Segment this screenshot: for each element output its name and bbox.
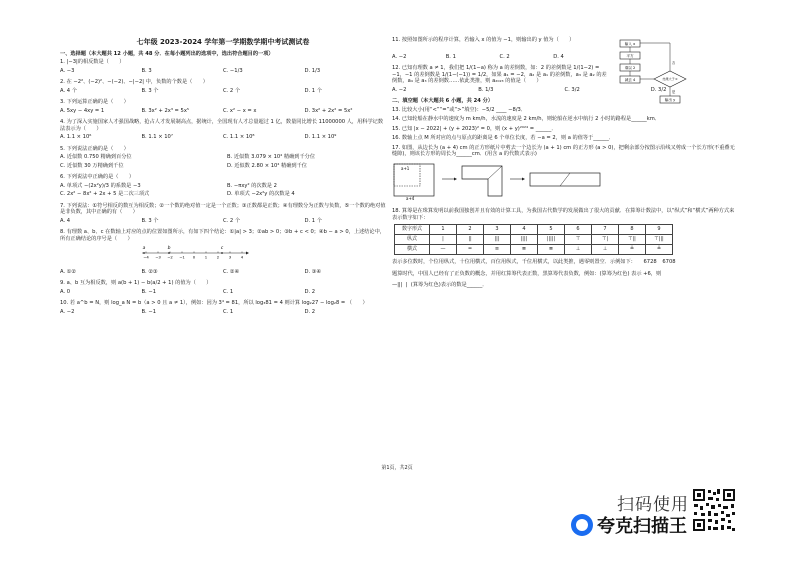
table-header-cell: 2: [457, 225, 484, 235]
option: D. 2: [304, 308, 316, 315]
question-11-options: [392, 54, 607, 61]
option: C. 2: [499, 53, 510, 60]
option: A. −2: [392, 86, 407, 93]
flow-square: 平方: [626, 54, 634, 58]
question-2-options: [60, 88, 386, 95]
flow-output: 输出 y: [664, 98, 676, 102]
option: B. 1.1 × 10⁷: [141, 134, 173, 141]
question-11: 11. 按照如图所示的程序计算，若输入 x 的值为 −1，则输出的 y 值为（ ）: [392, 37, 575, 43]
question-2: 2. 在 −2²、(−2)²、−(−2)、−|−2| 中，负数的个数是（ ）: [60, 79, 208, 86]
option: A. 1.1 × 10⁶: [60, 134, 92, 141]
option: C. 2 个: [223, 87, 241, 94]
option: D. 单项式 −2x²y 的次数是 4: [227, 191, 295, 198]
rod-glyph: ≣: [511, 245, 538, 255]
rod-glyph: ⊤|: [592, 235, 619, 245]
page-footer: 第1页，共2页: [381, 465, 413, 471]
question-8-options: [60, 269, 386, 276]
option: C. 近似数 30 万精确到千位: [60, 162, 124, 169]
number-line-tick-label: −1: [179, 254, 185, 260]
question-7: 7. 下列说法：①符号相反的数互为相反数；②一个数的绝对值一定是一个正数；③正数都是正数；④有理数分为正数与负数，⑤一个数的绝对值是非负数，其中正确的有（ ）: [60, 202, 386, 216]
question-14: 14. 已知轮船在静水中的速度为 m km/h，水流的速度是 2 km/h，则轮船在逆水中航行 2 小时的路程是______km．: [392, 116, 661, 122]
option: B. 近似数 3.079 × 10⁴ 精确到千分位: [227, 154, 316, 161]
table-row: [395, 225, 673, 235]
option: C. 1.1 × 10⁸: [223, 134, 255, 141]
brand-watermark: [571, 512, 687, 538]
section-fill-heading: 二、填空题（本大题共 6 小题，共 24 分）: [392, 98, 494, 104]
table-header-cell: 9: [646, 225, 673, 235]
question-18-ask-text: (算筹为红色)表示的数是______．: [410, 282, 488, 288]
option: B. 1: [445, 53, 456, 60]
option: A. 0: [60, 288, 71, 295]
rod-glyph: ≡: [484, 245, 511, 255]
option: A. −2: [392, 53, 407, 60]
question-18: 18. 算筹是在珠算发明以前我国独创并且有效的计算工具，为我国古代数学的发展做出了很大的贡献．在算筹计数法中，以“纵式”和“横式”两种方式来表示数字如下：: [392, 208, 735, 221]
option: D. 1/3: [304, 67, 321, 74]
table-header-cell: 8: [619, 225, 646, 235]
question-4: 4. 为了深入实施国家人才强国战略，抢占人才发展制高点，据统计，全国现有人才总量超过 1 亿，数量同比增长 11000000 人，用科学记数法表示为（ ）: [60, 119, 384, 132]
question-6: 6. 下列说法中正确的是（ ）: [60, 174, 135, 181]
number-line-tick-label: 3: [228, 254, 232, 260]
rod-glyph: |||||: [538, 235, 565, 245]
question-8: 8. 有理数 a、b、c 在数轴上对应的点的位置如图所示，有如下四个结论：①|a| > 3；②ab > 0；③b + c < 0；④b − a > 0，上述结论中，所有正确结论的序号是（ ）: [60, 229, 385, 242]
table-header-cell: 数字形式: [395, 225, 430, 235]
rod-glyph: ⊤: [565, 235, 592, 245]
question-1-options: [60, 68, 386, 75]
number-line-tick-label: −4: [143, 254, 149, 260]
option: D. 2: [304, 288, 316, 295]
number-line-tick-label: −3: [155, 254, 161, 260]
flow-decision: 结果大于 0: [662, 77, 678, 81]
question-13: 13. 比较大小(用“<”“=”或“>”填空)：−5/2 ____ −8/3．: [392, 106, 527, 113]
option: C. x² − x = x: [223, 107, 257, 114]
rod-glyph: ||||: [511, 235, 538, 245]
section-choice-heading: 一、选择题（本大题共 12 小题，共 48 分．在每小题列出的选项中，选出符合题目的一项）: [60, 50, 274, 57]
option: C. 2x² − 8x² + 2x + 5 是二次三项式: [60, 191, 150, 198]
option: D. 3/2: [650, 86, 667, 93]
brand-name: 夸克扫描王: [597, 516, 687, 537]
rod-glyph: ╧: [619, 245, 646, 255]
option: A. −3: [60, 67, 75, 74]
flow-minus-4: 减去 4: [624, 78, 636, 82]
row-label: 横式: [395, 245, 430, 255]
option: D. 1 个: [304, 87, 322, 94]
rod-sample-icon: —||| |: [392, 282, 410, 288]
question-18-ask: [392, 282, 737, 289]
option: C. ②④: [223, 268, 240, 275]
question-10: 10. 若 a^b = N，则 log_a N = b（a > 0 且 a ≠ 1），例如：因为 3⁴ = 81，所以 log₃81 = 4 则计算 log₂27 − log₂8 = （ ）: [60, 300, 368, 307]
option: C. 1: [223, 308, 234, 315]
option: C. 1: [223, 288, 234, 295]
table-row: [395, 235, 673, 245]
question-4-options: [60, 134, 386, 141]
option: A. 近似数 0.750 精确到百分位: [60, 154, 132, 161]
quark-logo-icon: [571, 514, 593, 536]
rod-glyph: ||: [457, 235, 484, 245]
option: A. 4: [60, 217, 71, 224]
rod-glyph: ⊥: [592, 245, 619, 255]
question-18-sign: 题算时代，中国人已经有了正负数的概念，并用红算筹代表正数，黑算筹代表负数，例如：(算筹为红色) 表示 +6，则: [392, 270, 662, 277]
rod-glyph: ═: [457, 245, 484, 255]
table-header-cell: 3: [484, 225, 511, 235]
option: A. 单项式 −(2x²y)/3 的系数是 −3: [60, 182, 141, 189]
rule-text: 表示多位数时，个位用纵式，十位用横式，百位用纵式，千位用横式，以此类推，遇零则置空．示例如下：: [392, 259, 636, 265]
rod-glyph: —: [430, 245, 457, 255]
option: D. 3x² + 2x² = 5x²: [304, 107, 353, 114]
option: D. 1.1 × 10⁹: [304, 134, 337, 141]
option: A. 4 个: [60, 87, 77, 94]
question-9: 9. a、b 互为相反数，则 a(b + 1) − b(a/2 + 1) 的值为（ ）: [60, 280, 212, 287]
left-column: [60, 36, 386, 320]
number-line-figure: [140, 245, 250, 261]
number-line-tick-label: 4: [240, 254, 244, 260]
option: B. 3 个: [141, 217, 159, 224]
option: A. ①②: [60, 268, 77, 275]
rod-glyph: |||: [484, 235, 511, 245]
question-6-options: [60, 183, 386, 198]
table-header-cell: 4: [511, 225, 538, 235]
option: D. ③④: [304, 268, 322, 275]
point-label-b: b: [167, 246, 171, 252]
label-a-plus-4: a+4: [406, 195, 415, 201]
row-label: 纵式: [395, 235, 430, 245]
page-title: 七年级 2023-2024 学年第一学期数学期中考试测试卷: [136, 38, 310, 46]
square-cut-figure: [392, 161, 612, 201]
option: D. 近似数 2.80 × 10⁴ 精确到千位: [227, 162, 307, 169]
option: D. 4: [553, 53, 564, 60]
option: B. 3x² + 2x³ = 5x⁵: [141, 107, 189, 114]
rod-glyph: ╧: [646, 245, 673, 255]
table-row: [395, 245, 673, 255]
question-9-options: [60, 289, 386, 296]
option: B. 1/3: [478, 86, 494, 93]
rod-glyph: ⊤||: [619, 235, 646, 245]
option: B. 3: [141, 67, 152, 74]
option: A. −2: [60, 308, 75, 315]
number-line-tick-label: −2: [167, 254, 173, 260]
program-flowchart: [612, 38, 694, 110]
table-header-cell: 7: [592, 225, 619, 235]
number-line-tick-label: 0: [192, 254, 196, 260]
rod-glyph: ⊤|||: [646, 235, 673, 245]
option: B. −1: [141, 308, 157, 315]
flow-yes: 是: [672, 90, 676, 94]
option: B. ②③: [141, 268, 158, 275]
option: B. −1: [141, 288, 157, 295]
label-a-plus-1: a+1: [401, 165, 410, 171]
question-12: 12. 已知有理数 a ≠ 1，我们把 1/(1−a) 称为 a 的差倒数，如：2 的差倒数是 1/(1−2) = −1，−1 的差倒数是 1/(1−(−1)) = 1/2，如果 a₁ = −2，a₂ 是 a₁ 的差倒数，a₃ 是 a₂ 的差倒数，a₄ 是 a₃ 的差倒数……依此类推，则 a₂₀₂₃ 的值是（ ）: [392, 65, 607, 84]
point-label-a: a: [142, 246, 146, 252]
example-6708: 6708: [662, 259, 676, 265]
flow-times-2: 乘以 2: [624, 66, 636, 70]
question-1: 1. |−3|的相反数是（ ）: [60, 59, 125, 66]
question-3-options: [60, 108, 386, 115]
question-18-rule: [392, 259, 737, 266]
rod-glyph: |: [430, 235, 457, 245]
question-17: 17. 如图，从边长为 (a + 4) cm 的正方形纸片中剪去一个边长为 (a + 1) cm 的正方形 (a > 0)，把剩余部分按图示沿线又剪成一个长方形(不重叠无缝隙)，则该长方形的周长为______cm．(用含 a 的代数式表示): [392, 144, 735, 157]
counting-rod-table: [394, 224, 673, 255]
question-3: 3. 下列运算正确的是（ ）: [60, 99, 129, 106]
table-header-cell: 5: [538, 225, 565, 235]
option: B. −πxy² 的次数是 2: [227, 182, 277, 189]
option: D. 1 个: [304, 217, 322, 224]
qr-code-icon[interactable]: [692, 488, 736, 532]
option: C. −1/3: [223, 67, 243, 74]
number-line-tick-label: 1: [204, 254, 208, 260]
question-10-options: [60, 309, 386, 316]
flow-input: 输入 x: [624, 42, 636, 46]
rod-glyph: ≣: [538, 245, 565, 255]
question-5: 5. 下列说法正确的是（ ）: [60, 145, 129, 152]
number-line-tick-label: 2: [216, 254, 220, 260]
table-header-cell: 6: [565, 225, 592, 235]
scan-label: 扫码使用: [617, 495, 689, 515]
question-7-options: [60, 218, 386, 225]
question-16: 16. 数轴上点 M 所对应的点与原点的距离是 6 个单位长度，若 −a = 2，则 a 的值等于______．: [392, 135, 615, 141]
point-label-c: c: [220, 246, 224, 252]
question-5-options: [60, 154, 386, 169]
option: C. 3/2: [564, 86, 580, 93]
option: C. 2 个: [223, 217, 241, 224]
option: B. 3 个: [141, 87, 159, 94]
table-header-cell: 1: [430, 225, 457, 235]
example-6728: 6728: [643, 259, 657, 265]
flow-no: 否: [672, 61, 676, 65]
question-15: 15. 已知 |x − 2022| + (y + 2023)² = 0，则 (x + y)²⁰²⁴ = ______．: [392, 125, 557, 132]
option: A. 5xy − 4xy = 1: [60, 107, 105, 114]
rod-glyph: ⊥: [565, 245, 592, 255]
